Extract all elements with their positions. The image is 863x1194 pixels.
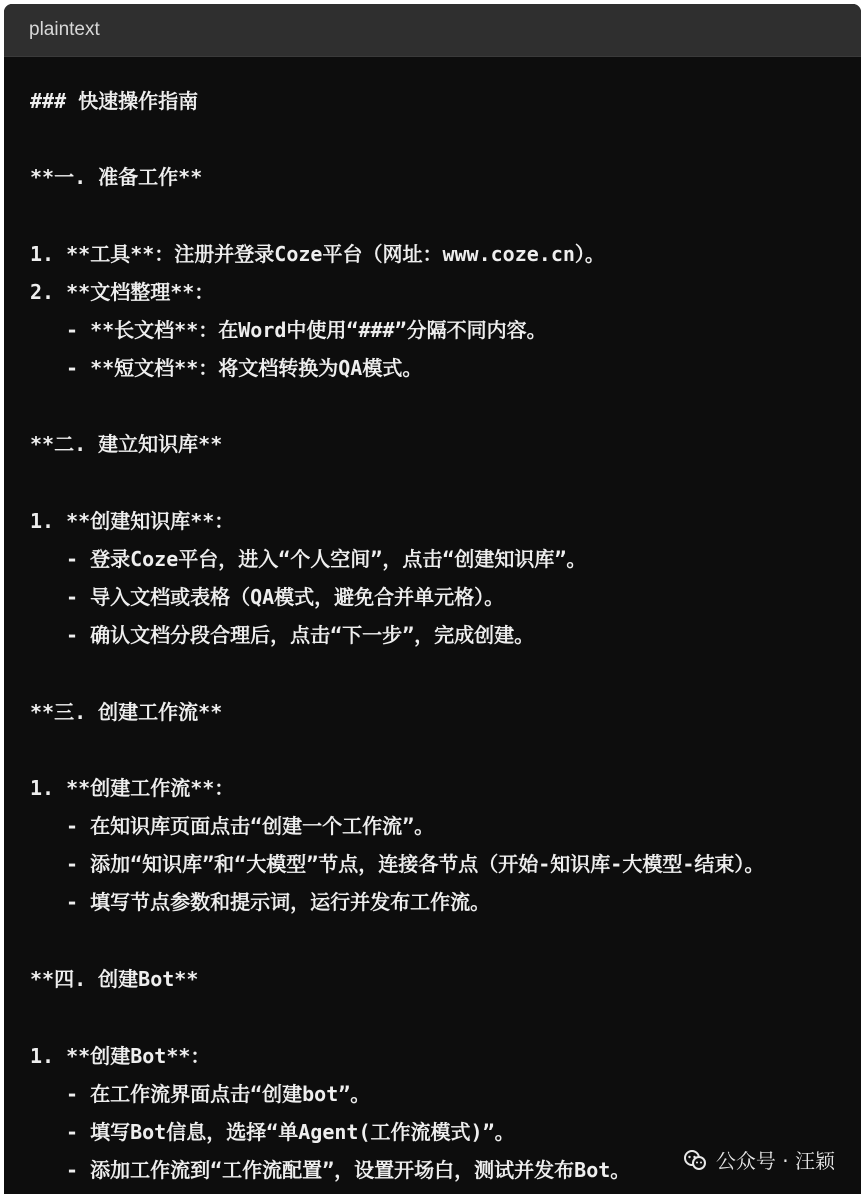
code-line: - 导入文档或表格（QA模式，避免合并单元格）。 — [66, 585, 505, 609]
code-line: 2. **文档整理**： — [30, 280, 215, 304]
code-line: - 填写节点参数和提示词，运行并发布工作流。 — [66, 890, 491, 914]
code-line: 1. **工具**：注册并登录Coze平台（网址：www.coze.cn）。 — [30, 242, 605, 266]
watermark — [682, 1145, 835, 1174]
code-line: **二. 建立知识库** — [30, 432, 223, 456]
watermark-text: 公众号 · 汪颖 — [715, 1149, 835, 1173]
code-block-header — [4, 4, 861, 57]
code-line: - **长文档**：在Word中使用“###”分隔不同内容。 — [66, 318, 547, 342]
code-line: - 登录Coze平台，进入“个人空间”，点击“创建知识库”。 — [66, 547, 587, 571]
code-line: - **短文档**：将文档转换为QA模式。 — [66, 356, 423, 380]
code-line: **一. 准备工作** — [30, 165, 203, 189]
code-line: - 在知识库页面点击“创建一个工作流”。 — [66, 814, 435, 838]
code-line: - 填写Bot信息，选择“单Agent(工作流模式)”。 — [66, 1120, 515, 1144]
code-line: 1. **创建工作流**： — [30, 776, 235, 800]
language-label: plaintext — [29, 19, 100, 40]
code-line: - 确认文档分段合理后，点击“下一步”，完成创建。 — [66, 623, 535, 647]
code-line: - 添加工作流到“工作流配置”，设置开场白，测试并发布Bot。 — [66, 1158, 631, 1182]
code-block — [4, 4, 861, 1194]
code-line: - 在工作流界面点击“创建bot”。 — [66, 1082, 371, 1106]
wechat-icon — [682, 1147, 708, 1173]
code-line: - 添加“知识库”和“大模型”节点，连接各节点（开始-知识库-大模型-结束）。 — [66, 852, 765, 876]
code-line: 1. **创建知识库**： — [30, 509, 235, 533]
code-line: **四. 创建Bot** — [30, 967, 199, 991]
code-line: ### 快速操作指南 — [30, 89, 199, 113]
code-line: 1. **创建Bot**： — [30, 1044, 211, 1068]
code-line: **三. 创建工作流** — [30, 700, 223, 724]
